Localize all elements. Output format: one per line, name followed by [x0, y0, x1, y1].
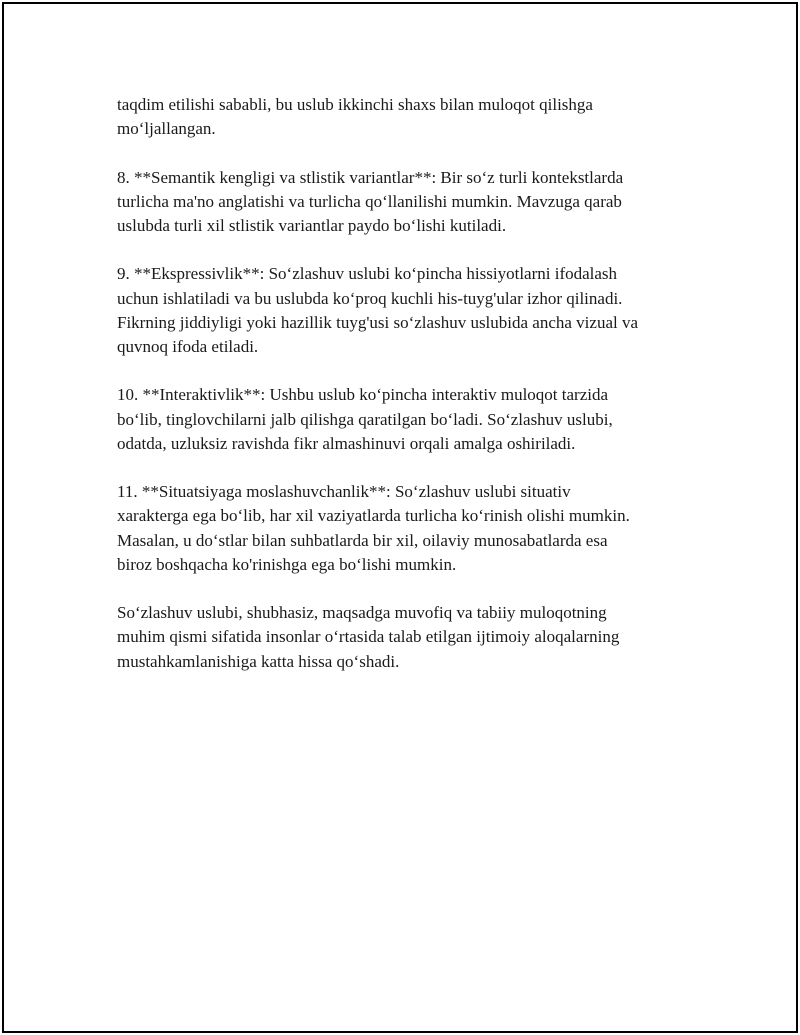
document-body	[117, 93, 707, 698]
paragraph-item-11: 11. **Situatsiyaga moslashuvchanlik**: So‘zlashuv uslubi situativ xarakterga ega bo‘lib, har xil vaziyatlarda turlicha ko‘rinish olishi mumkin. Masalan, u do‘stlar bilan suhbatlarda bir xil, oilaviy munosabatlarda esa biroz boshqacha ko'rinishga ega bo‘lishi mumkin.	[117, 482, 630, 574]
paragraph-item-10: 10. **Interaktivlik**: Ushbu uslub ko‘pincha interaktiv muloqot tarzida bo‘lib, tinglovchilarni jalb qilishga qaratilgan bo‘ladi. So‘zlashuv uslubi, odatda, uzluksiz ravishda fikr almashinuvi orqali amalga oshiriladi.	[117, 385, 613, 453]
paragraph-continuation: taqdim etilishi sababli, bu uslub ikkinchi shaxs bilan muloqot qilishga mo‘ljallangan.	[117, 95, 593, 139]
paragraph-conclusion: So‘zlashuv uslubi, shubhasiz, maqsadga muvofiq va tabiiy muloqotning muhim qismi sifatida insonlar o‘rtasida talab etilgan ijtimoiy aloqalarning mustahkamlanishiga katta hissa qo‘shadi.	[117, 603, 620, 671]
paragraph-item-8: 8. **Semantik kengligi va stlistik variantlar**: Bir so‘z turli kontekstlarda turlicha ma'no anglatishi va turlicha qo‘llanilishi mumkin. Mavzuga qarab uslubda turli xil stlistik variantlar paydo bo‘lishi kutiladi.	[117, 167, 624, 235]
paragraph-item-9: 9. **Ekspressivlik**: So‘zlashuv uslubi ko‘pincha hissiyotlarni ifodalash uchun ishlatiladi va bu uslubda ko‘proq kuchli his-tuyg'ular izhor qilinadi. Fikrning jiddiyligi yoki hazillik tuyg'usi so‘zlashuv uslubida ancha vizual va quvnoq ifoda etiladi.	[117, 264, 639, 356]
